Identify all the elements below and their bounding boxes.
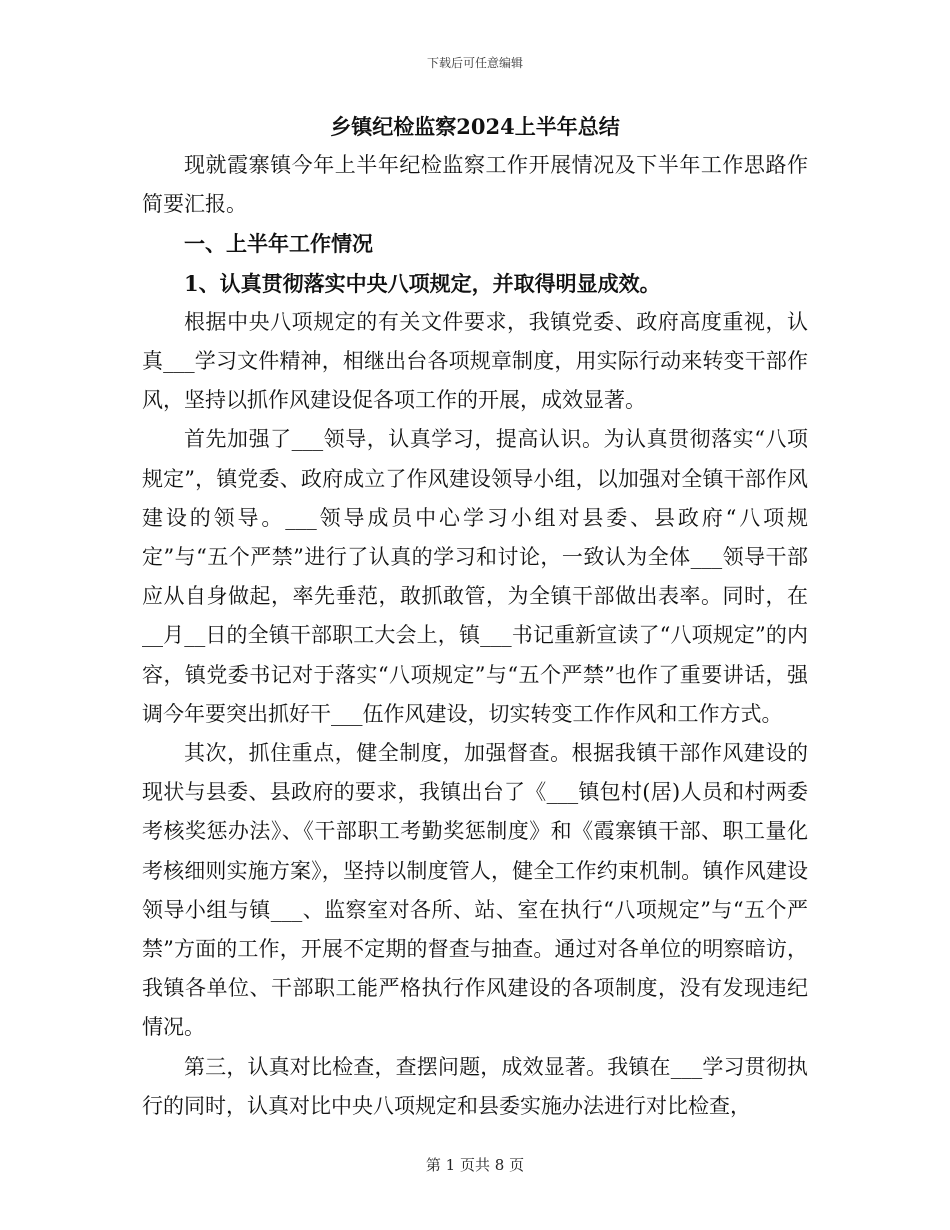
page-header-note: 下载后可任意编辑 bbox=[426, 56, 523, 70]
document-title: 乡镇纪检监察2024上半年总结 bbox=[330, 114, 620, 139]
body-paragraph: 第三，认真对比检查，查摆问题，成效显著。我镇在___学习贯彻执行的同时，认真对比中央八项规定和县委实施办法进行对比检查， bbox=[142, 1054, 808, 1118]
body-paragraph: 其次，抓住重点，健全制度，加强督查。根据我镇干部作风建设的现状与县委、县政府的要求，我镇出台了《___镇包村(居)人员和村两委考核奖惩办法》、《干部职工考勤奖惩制度》和《霞寨镇干部、职工量化考核细则实施方案》，坚持以制度管人，健全工作约束机制。镇作风建设领导小组与镇___、监察室对各所、站、室在执行“八项规定”与“五个严禁”方面的工作，开展不定期的督查与抽查。通过对各单位的明察暗访，我镇各单位、干部职工能严格执行作风建设的各项制度，没有发现违纪情况。 bbox=[142, 741, 808, 1040]
intro-paragraph: 现就霞寨镇今年上半年纪检监察工作开展情况及下半年工作思路作简要汇报。 bbox=[142, 153, 808, 217]
document-body bbox=[142, 146, 808, 1126]
body-paragraph: 根据中央八项规定的有关文件要求，我镇党委、政府高度重视，认真___学习文件精神，相继出台各项规章制度，用实际行动来转变干部作风，坚持以抓作风建设促各项工作的开展，成效显著。 bbox=[142, 309, 808, 413]
subsection-heading: 1、认真贯彻落实中央八项规定，并取得明显成效。 bbox=[184, 270, 661, 296]
body-paragraph: 首先加强了___领导，认真学习，提高认识。为认真贯彻落实“八项规定”，镇党委、政府成立了作风建设领导小组，以加强对全镇干部作风建设的领导。___领导成员中心学习小组对县委、县政府“八项规定”与“五个严禁”进行了认真的学习和讨论，一致认为全体___领导干部应从自身做起，率先垂范，敢抓敢管，为全镇干部做出表率。同时，在__月__日的全镇干部职工大会上，镇___书记重新宣读了“八项规定”的内容，镇党委书记对于落实“八项规定”与“五个严禁”也作了重要讲话，强调今年要突出抓好干___伍作风建设，切实转变工作作风和工作方式。 bbox=[142, 427, 808, 726]
page-number-footer: 第 1 页共 8 页 bbox=[425, 1156, 525, 1174]
section-heading: 一、上半年工作情况 bbox=[184, 231, 373, 257]
